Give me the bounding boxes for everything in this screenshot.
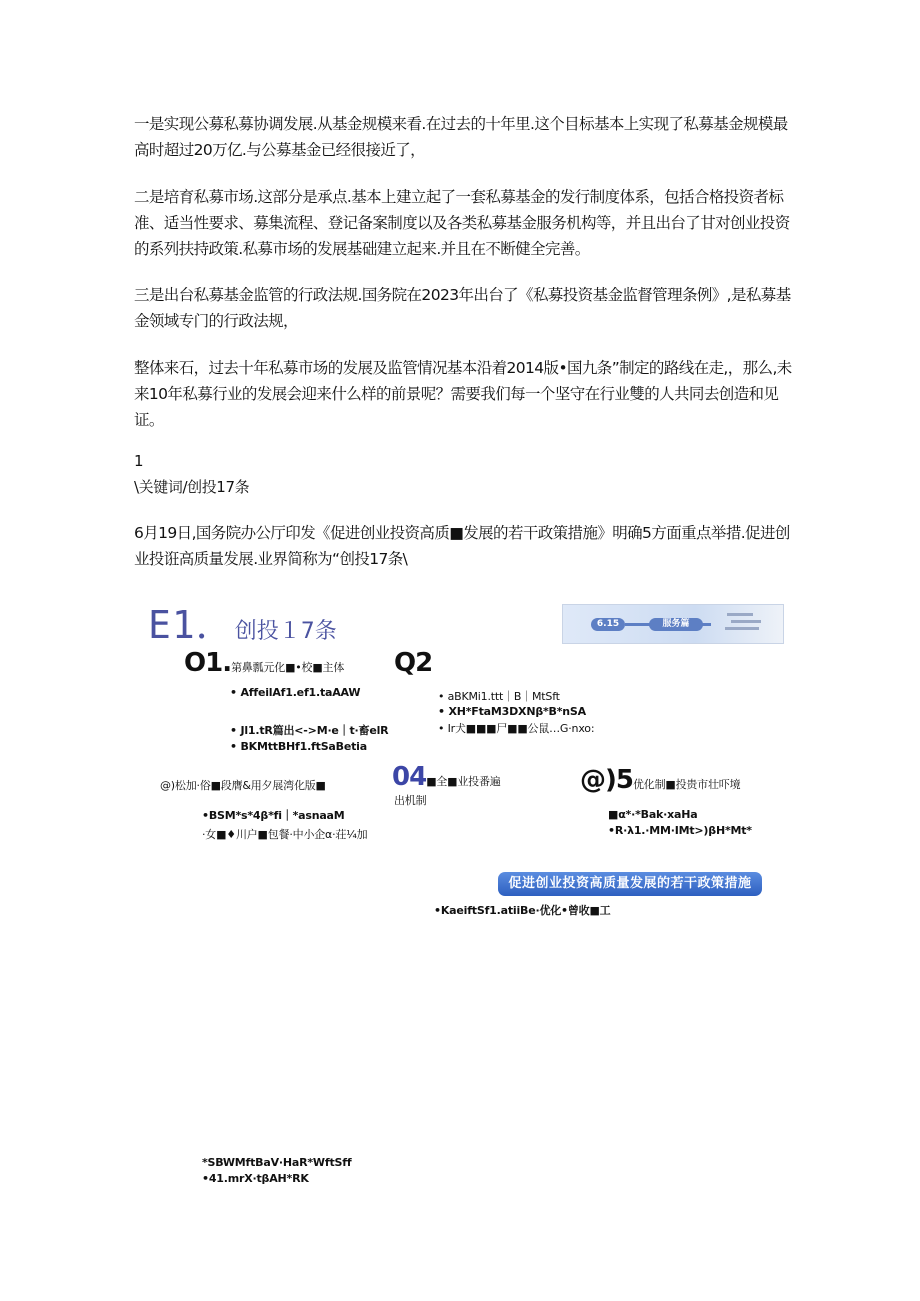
q3-item: •BSM*s*4β*fi｜*asnaaM bbox=[202, 809, 345, 822]
policy-ribbon: 促进创业投资高质量发展的若干政策措施 bbox=[498, 872, 762, 896]
q2-item: • aBKMi1.ttt｜B｜MtSft bbox=[438, 690, 560, 703]
q5-item: •R·λ1.·MM·IMt>)βH*Mt* bbox=[608, 824, 752, 837]
q5-item: ■α*·*Bak·xaHa bbox=[608, 808, 698, 821]
q5-number: @)5 bbox=[580, 765, 633, 795]
q5-heading bbox=[580, 765, 740, 795]
q4-heading bbox=[392, 762, 501, 792]
q1-title: 第鼻瓢元化■•校■主体 bbox=[231, 661, 345, 674]
q5-title: 优化制■投贵市壮吓境 bbox=[632, 778, 741, 791]
title-latin: E1． bbox=[148, 603, 235, 647]
paragraph-1: 一是实现公募私募协调发展.从基金规模来看.在过去的十年里.这个目标基本上实现了私募基金规模最高时超过20万亿.与公募基金已经很接近了， bbox=[134, 115, 788, 159]
footer-line: •41.mrX·tβAH*RK bbox=[202, 1172, 309, 1185]
section-intro: 6月19日,国务院办公厅印发《促进创业投资高质■发展的若干政策措施》明确5方面重点举措.促进创业投诳高质量发展.业界简称为“创投17条\ bbox=[134, 524, 790, 568]
q2-item: • XH*FtaM3DXNβ*B*nSA bbox=[438, 705, 586, 718]
q2-number: Q2 bbox=[394, 648, 433, 678]
footer-line: *SBWMftBaV·HaR*WftSff bbox=[202, 1156, 352, 1169]
paragraph-3: 三是出台私募基金监管的行政法规.国务院在2023年出台了《私募投资基金监督管理条例》,是私募基金领域专门的行政法规， bbox=[134, 286, 791, 330]
q1-heading bbox=[184, 648, 344, 678]
banner-label: 服务篇 bbox=[649, 618, 703, 631]
q1-item: • BKMttBHf1.ftSaBetia bbox=[230, 740, 367, 753]
paragraph-4: 整体来石，过去十年私募市场的发展及监管情况基本沿着2014版•国九条”制定的路线在走,，那么,未来10年私募行业的发展会迎来什么样的前景呢？需要我们每一个坚守在行业雙的人共同去创造和见证。 bbox=[134, 359, 792, 429]
q2-item: • Ir犬■■■尸■■公鼠…G·nxo: bbox=[438, 722, 595, 735]
ribbon-caption: •KaeiftSf1.atiiBe·优化•曾收■工 bbox=[434, 904, 611, 917]
banner-date: 6.15 bbox=[591, 618, 625, 631]
date-banner bbox=[562, 604, 784, 644]
q4-number: 04 bbox=[392, 762, 427, 792]
section-number: 1 bbox=[134, 452, 144, 470]
q4-subtitle: 出机制 bbox=[394, 794, 427, 807]
paragraph-2: 二是培育私募市场.这部分是承点.基本上建立起了一套私募基金的发行制度体系，包括合格投资者标准、适当性要求、募集流程、登记备案制度以及各类私募基金服务机构等，并且出台了甘对创业投资的系列扶持政策.私募市场的发展基础建立起来.并且在不断健全完善。 bbox=[134, 188, 790, 258]
q1-item: • AffeilAf1.ef1.taAAW bbox=[230, 686, 361, 699]
banner-decoration bbox=[723, 609, 767, 637]
title-cn: 创投１7条 bbox=[234, 619, 337, 644]
q3-title: @)松加·俗■段膺&用夕展湾化版■ bbox=[160, 779, 326, 792]
section-keywords: \关键词/创投17条 bbox=[134, 478, 250, 496]
infographic-title bbox=[148, 594, 337, 649]
q1-number: O1. bbox=[184, 648, 232, 678]
q4-title: ■全■业投番遍 bbox=[426, 775, 501, 788]
q3-item: ·女■♦川户■包餐·中小企α·荘¼加 bbox=[202, 828, 368, 841]
q1-item: • Jl1.tR篇出<->M·e｜t·畜elR bbox=[230, 724, 389, 737]
